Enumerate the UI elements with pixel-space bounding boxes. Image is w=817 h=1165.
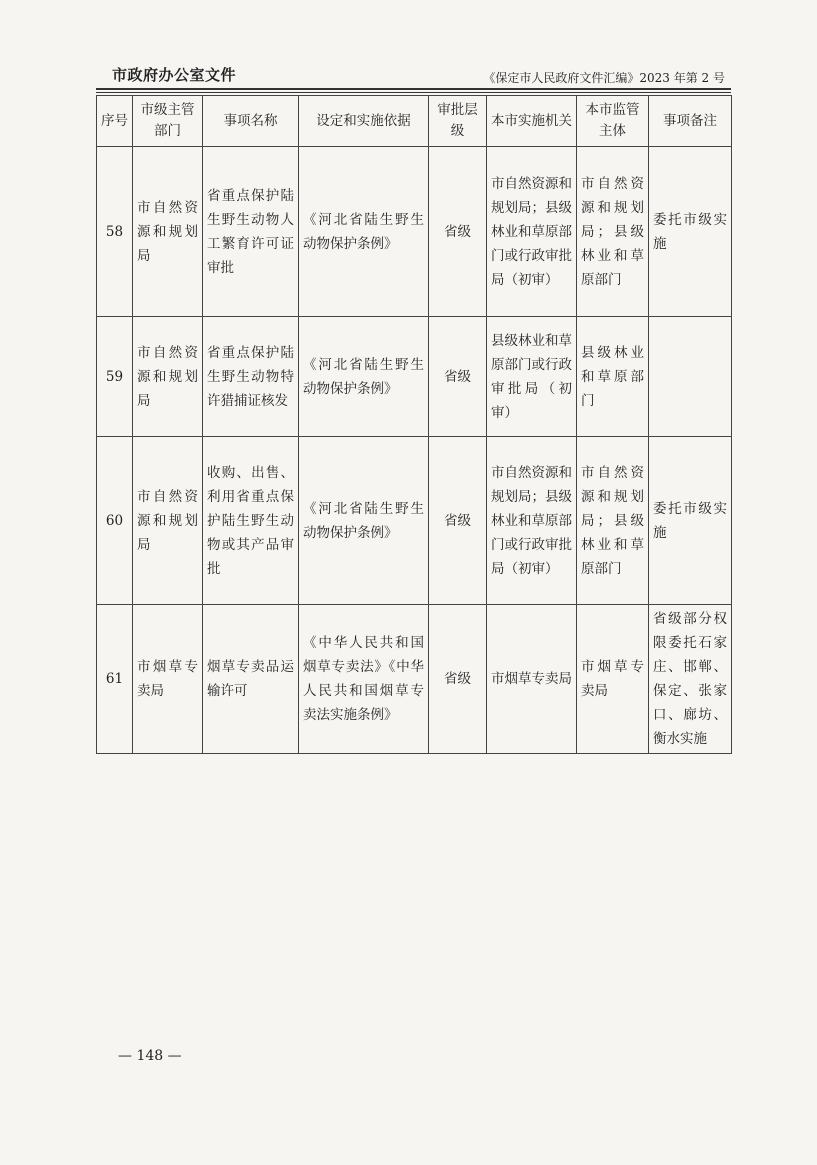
row-basis: 《河北省陆生野生动物保护条例》: [299, 317, 429, 437]
row-agency: 市自然资源和规划局；县级林业和草原部门或行政审批局（初审）: [487, 437, 577, 605]
row-supervisor: 市自然资源和规划局；县级林业和草原部门: [577, 147, 649, 317]
row-dept: 市烟草专卖局: [133, 605, 203, 754]
row-supervisor: 市烟草专卖局: [577, 605, 649, 754]
table-header-row: [97, 96, 732, 147]
row-agency: 市自然资源和规划局；县级林业和草原部门或行政审批局（初审）: [487, 147, 577, 317]
table-row: [97, 317, 732, 437]
row-basis: 《河北省陆生野生动物保护条例》: [299, 147, 429, 317]
column-header-dept: 市级主管部门: [133, 96, 203, 147]
header-rule-thin: [96, 92, 731, 93]
row-agency: 市烟草专卖局: [487, 605, 577, 754]
row-remark: 省级部分权限委托石家庄、邯郸、保定、张家口、廊坊、衡水实施: [649, 605, 732, 754]
row-remark: 委托市级实施: [649, 147, 732, 317]
row-supervisor: 县级林业和草原部门: [577, 317, 649, 437]
row-basis: 《中华人民共和国烟草专卖法》《中华人民共和国烟草专卖法实施条例》: [299, 605, 429, 754]
row-item: 省重点保护陆生野生动物人工繁育许可证审批: [203, 147, 299, 317]
row-level: 省级: [429, 605, 487, 754]
header-rule-thick: [96, 88, 731, 90]
column-header-remark: 事项备注: [649, 96, 732, 147]
row-level: 省级: [429, 147, 487, 317]
row-level: 省级: [429, 317, 487, 437]
row-basis: 《河北省陆生野生动物保护条例》: [299, 437, 429, 605]
row-agency: 县级林业和草原部门或行政审批局（初审）: [487, 317, 577, 437]
row-no: 59: [97, 317, 133, 437]
row-dept: 市自然资源和规划局: [133, 437, 203, 605]
column-header-basis: 设定和实施依据: [299, 96, 429, 147]
row-item: 烟草专卖品运输许可: [203, 605, 299, 754]
table-row: [97, 605, 732, 754]
row-item: 省重点保护陆生野生动物特许猎捕证核发: [203, 317, 299, 437]
column-header-supervisor: 本市监管主体: [577, 96, 649, 147]
row-supervisor: 市自然资源和规划局；县级林业和草原部门: [577, 437, 649, 605]
column-header-level: 审批层级: [429, 96, 487, 147]
row-level: 省级: [429, 437, 487, 605]
header-left-title: 市政府办公室文件: [112, 66, 237, 84]
header-right-title: 《保定市人民政府文件汇编》2023 年第 2 号: [483, 71, 725, 85]
column-header-no: 序号: [97, 96, 133, 147]
approval-items-table: [96, 95, 732, 754]
row-remark: [649, 317, 732, 437]
page-number: — 148 —: [118, 1048, 182, 1064]
column-header-agency: 本市实施机关: [487, 96, 577, 147]
row-remark: 委托市级实施: [649, 437, 732, 605]
row-no: 61: [97, 605, 133, 754]
row-dept: 市自然资源和规划局: [133, 147, 203, 317]
row-no: 58: [97, 147, 133, 317]
table-row: [97, 147, 732, 317]
column-header-item: 事项名称: [203, 96, 299, 147]
row-dept: 市自然资源和规划局: [133, 317, 203, 437]
row-no: 60: [97, 437, 133, 605]
row-item: 收购、出售、利用省重点保护陆生野生动物或其产品审批: [203, 437, 299, 605]
table-row: [97, 437, 732, 605]
